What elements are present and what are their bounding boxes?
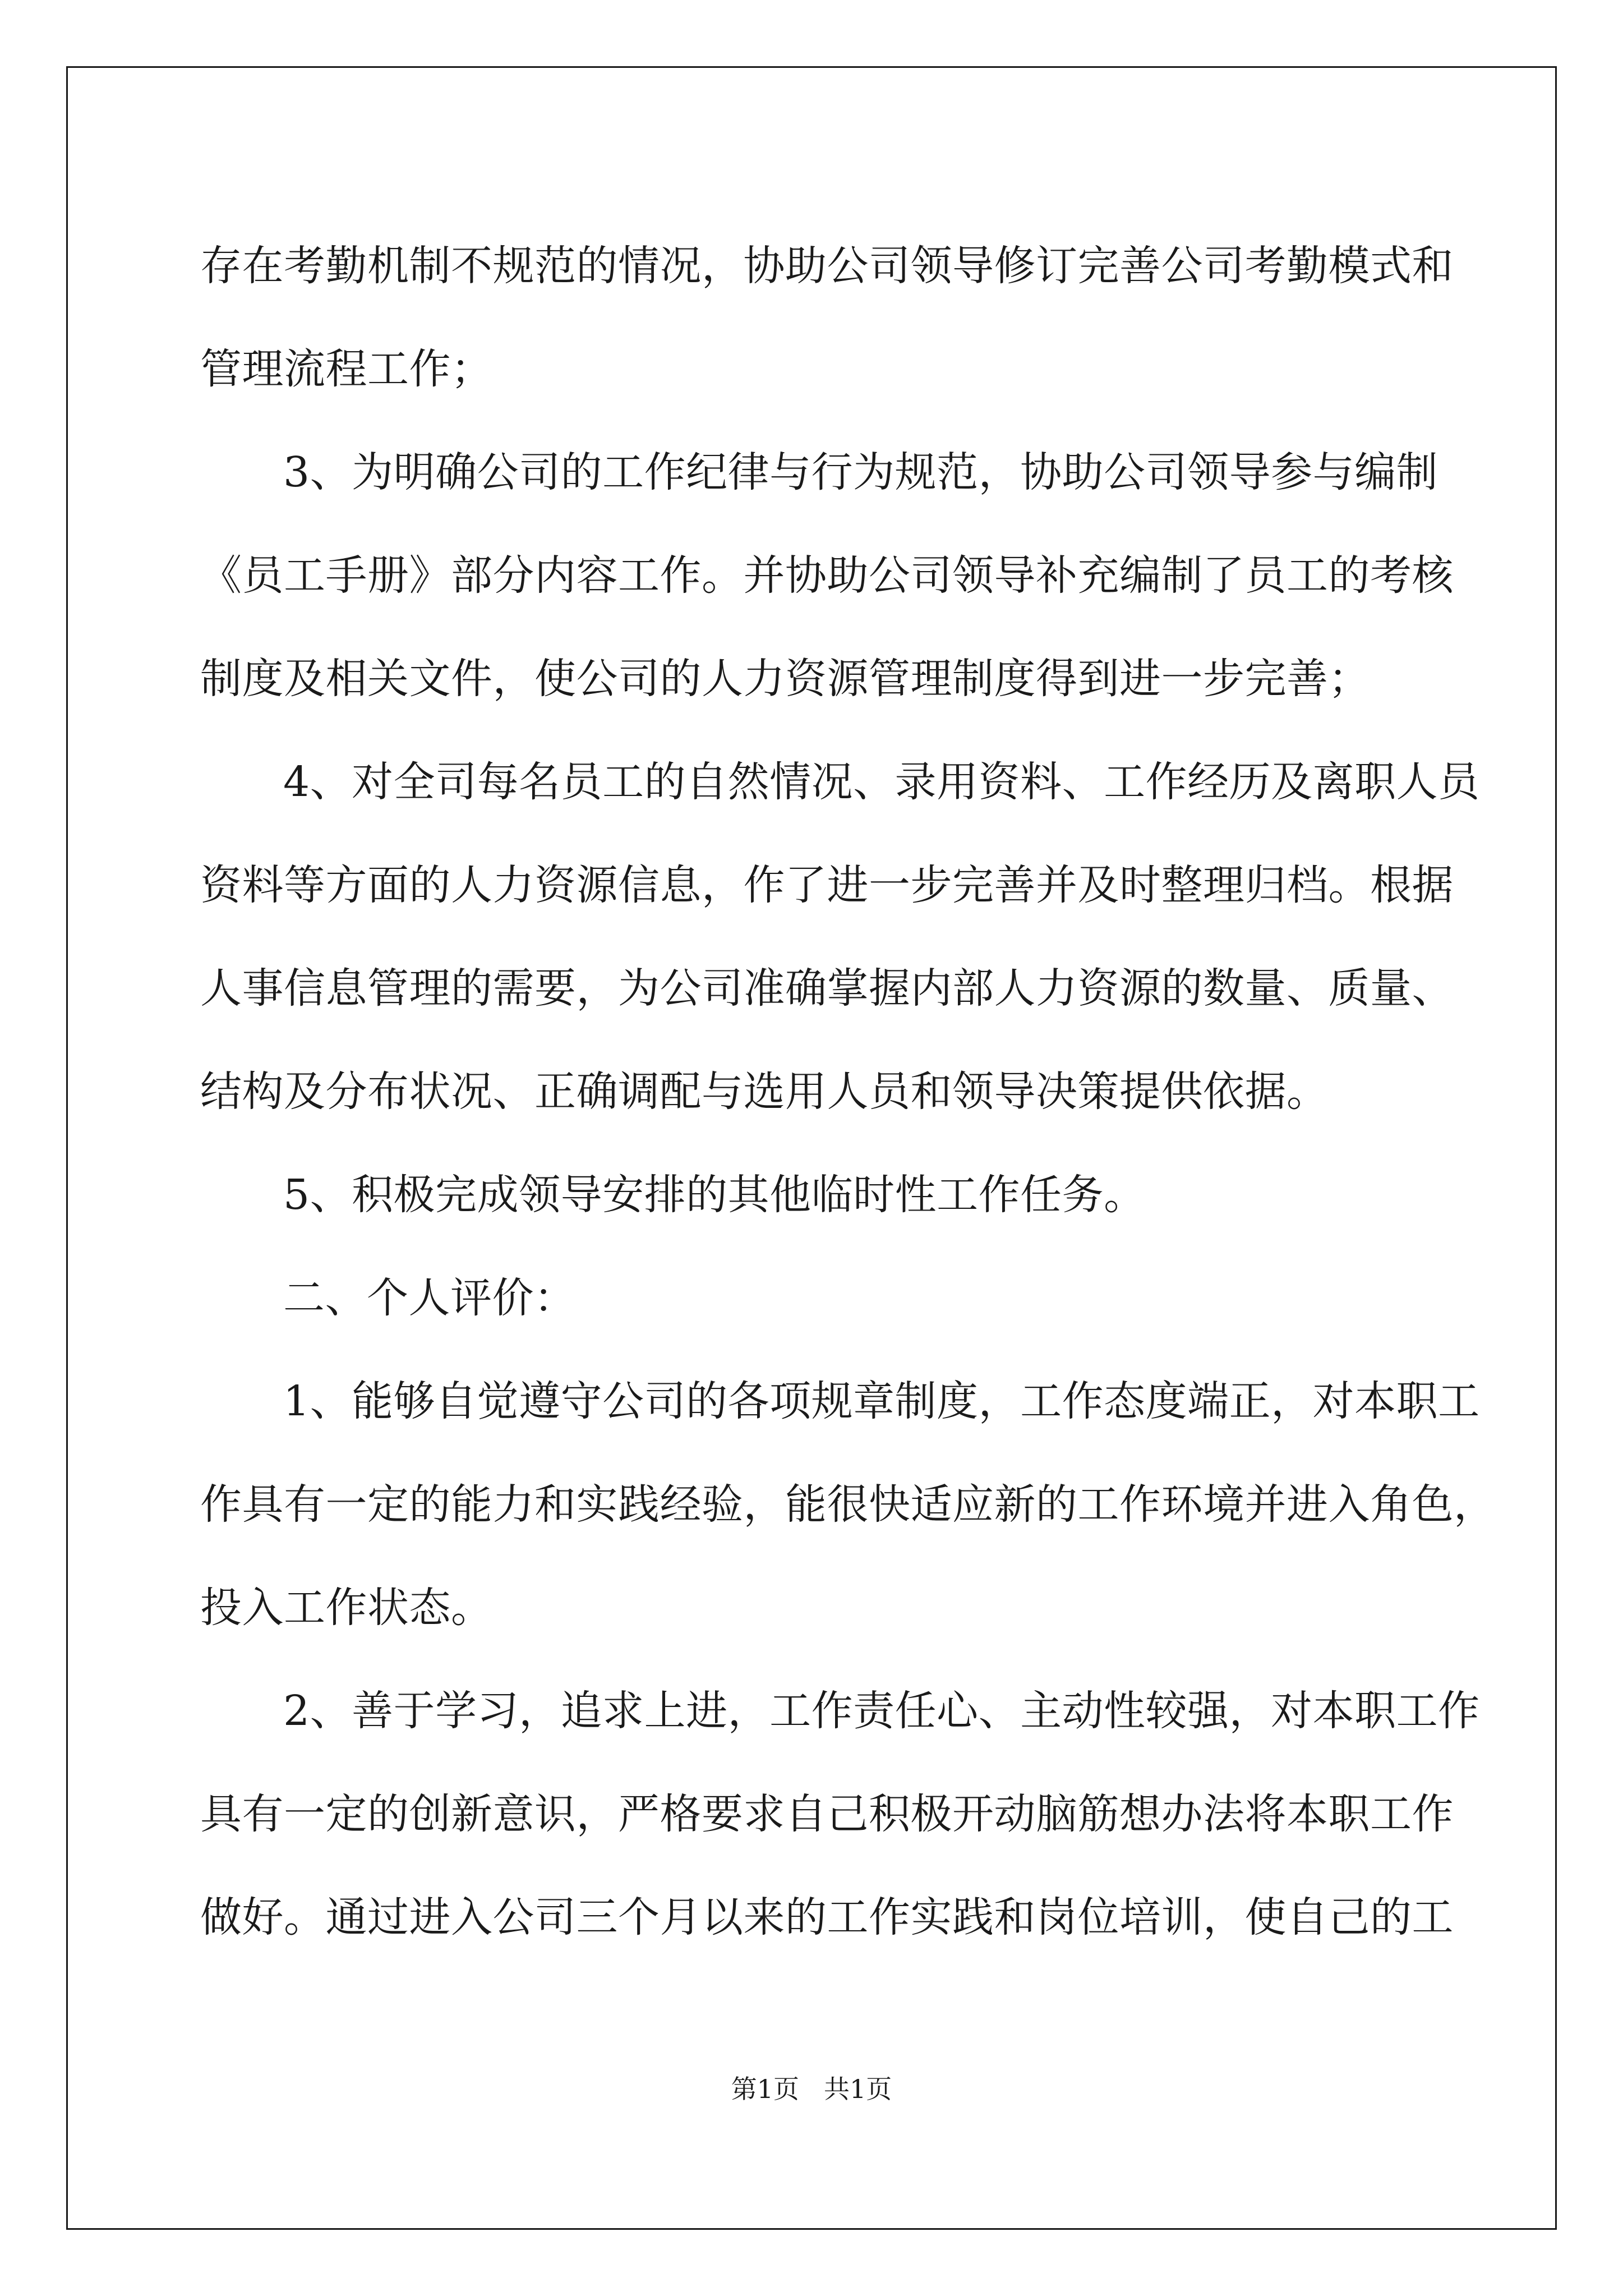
body-line: 结构及分布状况、正确调配与选用人员和领导决策提供依据。 [200,1068,1329,1116]
body-line: 投入工作状态。 [200,1584,493,1632]
body-line: 作具有一定的能力和实践经验，能很快适应新的工作环境并进入角色， [200,1480,1496,1529]
body-line: 做好。通过进入公司三个月以来的工作实践和岗位培训，使自己的工 [200,1893,1454,1941]
page-footer [0,2072,1623,2106]
body-line: 资料等方面的人力资源信息，作了进一步完善并及时整理归档。根据 [200,861,1454,909]
body-line: 具有一定的创新意识，严格要求自己积极开动脑筋想办法将本职工作 [200,1790,1454,1838]
body-line: 2、善于学习，追求上进，工作责任心、主动性较强，对本职工作 [283,1687,1480,1735]
document-body [200,214,1496,1969]
body-line: 人事信息管理的需要，为公司准确掌握内部人力资源的数量、质量、 [200,964,1454,1013]
body-line: 1、能够自觉遵守公司的各项规章制度，工作态度端正，对本职工 [283,1377,1480,1425]
body-line: 管理流程工作； [200,345,493,393]
body-line: 3、为明确公司的工作纪律与行为规范，协助公司领导参与编制 [283,448,1438,496]
body-line: 存在考勤机制不规范的情况，协助公司领导修订完善公司考勤模式和 [200,242,1454,290]
body-line: 制度及相关文件，使公司的人力资源管理制度得到进一步完善； [200,655,1370,703]
body-line: 《员工手册》部分内容工作。并协助公司领导补充编制了员工的考核 [200,551,1454,600]
body-line: 5、积极完成领导安排的其他临时性工作任务。 [283,1171,1146,1219]
section-heading: 二、个人评价： [283,1274,576,1322]
page-number-current: 第1页 [731,2074,799,2104]
body-line: 4、对全司每名员工的自然情况、录用资料、工作经历及离职人员 [283,758,1480,806]
page-number-total: 共1页 [824,2074,892,2104]
